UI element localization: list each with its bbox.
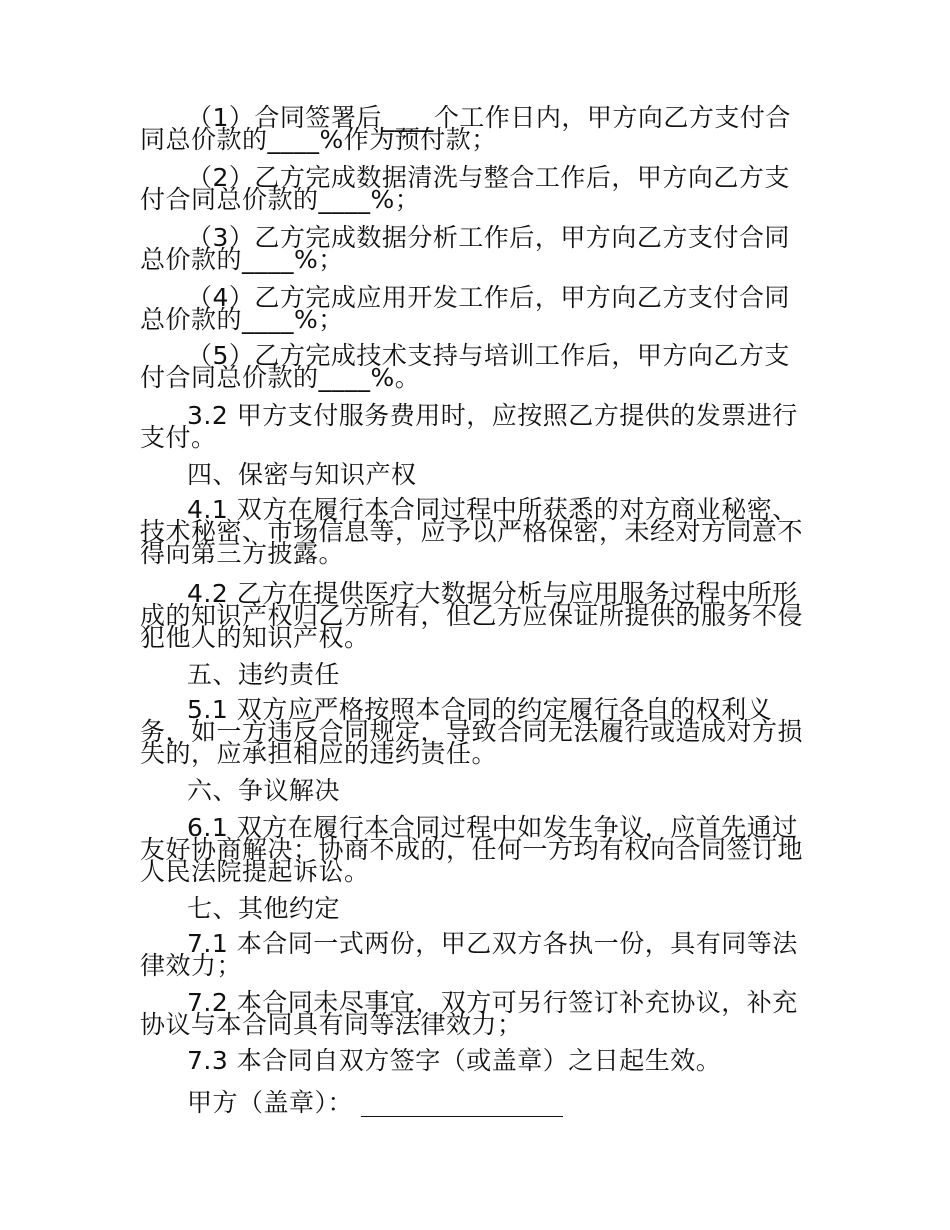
section-5-title: 五、违约责任	[187, 660, 341, 689]
payment-term-5: （5）乙方完成技术支持与培训工作后，甲方向乙方支付合同总价款的____%。	[140, 341, 790, 392]
payment-term-2: （2）乙方完成数据清洗与整合工作后，甲方向乙方支付合同总价款的____%；	[140, 163, 790, 214]
clause-4-1: 4.1 双方在履行本合同过程中所获悉的对方商业秘密、技术秘密、市场信息等，应予以严格保密，未经对方同意不得向第三方披露。	[140, 495, 804, 568]
section-4-title: 四、保密与知识产权	[187, 460, 417, 489]
clause-6-1: 6.1 双方在履行本合同过程中如发生争议，应首先通过友好协商解决；协商不成的，任何一方均有权向合同签订地人民法院提起诉讼。	[140, 813, 804, 886]
clause-7-3: 7.3 本合同自双方签字（或盖章）之日起生效。	[187, 1046, 722, 1075]
party-a-signature-line	[187, 1089, 563, 1117]
signature-blank	[361, 1094, 563, 1117]
clause-3-2: 3.2 甲方支付服务费用时，应按照乙方提供的发票进行支付。	[140, 401, 798, 452]
section-6-title: 六、争议解决	[187, 776, 341, 805]
payment-term-4: （4）乙方完成应用开发工作后，甲方向乙方支付合同总价款的____%；	[140, 283, 790, 334]
payment-term-3: （3）乙方完成数据分析工作后，甲方向乙方支付合同总价款的____%；	[140, 223, 790, 274]
party-a-label: 甲方（盖章）：	[187, 1088, 354, 1117]
clause-4-2: 4.2 乙方在提供医疗大数据分析与应用服务过程中所形成的知识产权归乙方所有，但乙方应保证所提供的服务不侵犯他人的知识产权。	[140, 579, 804, 652]
section-7-title: 七、其他约定	[187, 894, 341, 923]
clause-7-2: 7.2 本合同未尽事宜，双方可另行签订补充协议，补充协议与本合同具有同等法律效力；	[140, 988, 798, 1039]
clause-7-1: 7.1 本合同一式两份，甲乙双方各执一份，具有同等法律效力；	[140, 929, 798, 980]
clause-5-1: 5.1 双方应严格按照本合同的约定履行各自的权利义务，如一方违反合同规定，导致合同无法履行或造成对方损失的，应承担相应的违约责任。	[140, 695, 804, 768]
payment-term-1: （1）合同签署后____个工作日内，甲方向乙方支付合同总价款的____%作为预付款；	[140, 103, 791, 154]
